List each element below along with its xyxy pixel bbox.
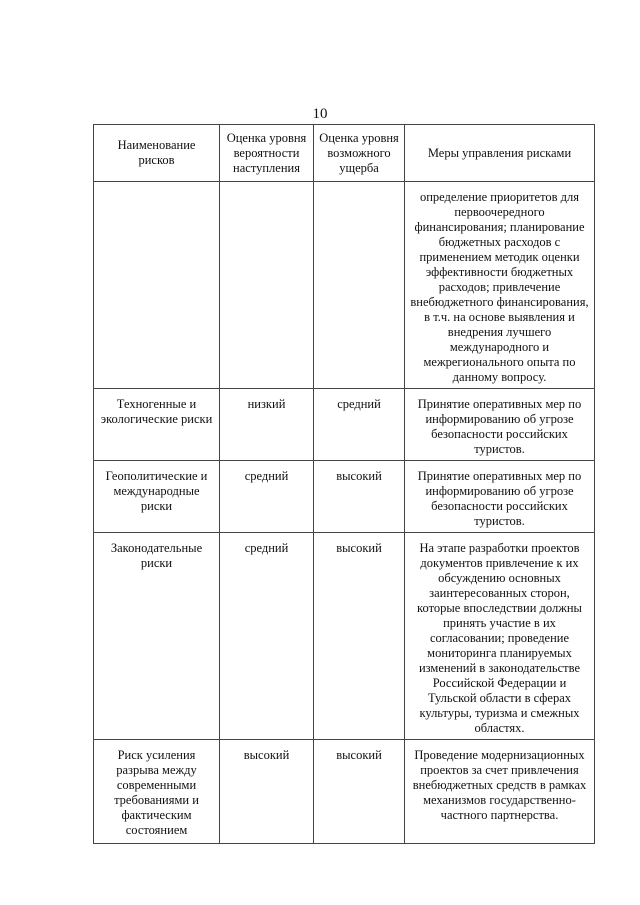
table-row	[94, 182, 595, 389]
cell-damage: средний	[314, 389, 405, 461]
table-row	[94, 533, 595, 740]
cell-risk-name: Риск усиления разрыва между современными требованиями и фактическим состоянием	[94, 740, 220, 844]
cell-measures: Принятие оперативных мер по информированию об угрозе безопасности российских туристов.	[405, 389, 595, 461]
cell-damage: высокий	[314, 740, 405, 844]
cell-probability: высокий	[220, 740, 314, 844]
cell-probability	[220, 182, 314, 389]
cell-damage: высокий	[314, 461, 405, 533]
table-header-row	[94, 125, 595, 182]
cell-risk-name: Геополитические и международные риски	[94, 461, 220, 533]
cell-measures: определение приоритетов для первоочередного финансирования; планирование бюджетных расходов с применением методик оценки эффективности бюджетных расходов; привлечение внебюджетного финансирования, в т.ч. на основе выявления и внедрения лучшего международного и межрегионального опыта по данному вопросу.	[405, 182, 595, 389]
header-damage: Оценка уровня возможного ущерба	[314, 125, 405, 182]
cell-risk-name	[94, 182, 220, 389]
cell-damage	[314, 182, 405, 389]
header-measures: Меры управления рисками	[405, 125, 595, 182]
page-number: 10	[312, 106, 328, 122]
table-row	[94, 389, 595, 461]
cell-damage: высокий	[314, 533, 405, 740]
cell-probability: средний	[220, 533, 314, 740]
cell-measures: Принятие оперативных мер по информированию об угрозе безопасности российских туристов.	[405, 461, 595, 533]
cell-probability: средний	[220, 461, 314, 533]
cell-risk-name: Законодательные риски	[94, 533, 220, 740]
header-risk-name: Наименование рисков	[94, 125, 220, 182]
cell-measures: Проведение модернизационных проектов за счет привлечения внебюджетных средств в рамках механизмов государственно-частного партнерства.	[405, 740, 595, 844]
table-row	[94, 461, 595, 533]
header-probability: Оценка уровня вероятности наступления	[220, 125, 314, 182]
cell-measures: На этапе разработки проектов документов привлечение к их обсуждению основных заинтересованных сторон, которые впоследствии должны принять участие в их согласовании; проведение мониторинга планируемых изменений в законодательстве Российской Федерации и Тульской области в сферах культуры, туризма и смежных областях.	[405, 533, 595, 740]
cell-probability: низкий	[220, 389, 314, 461]
risk-management-table	[93, 124, 595, 844]
cell-risk-name: Техногенные и экологические риски	[94, 389, 220, 461]
table-row	[94, 740, 595, 844]
